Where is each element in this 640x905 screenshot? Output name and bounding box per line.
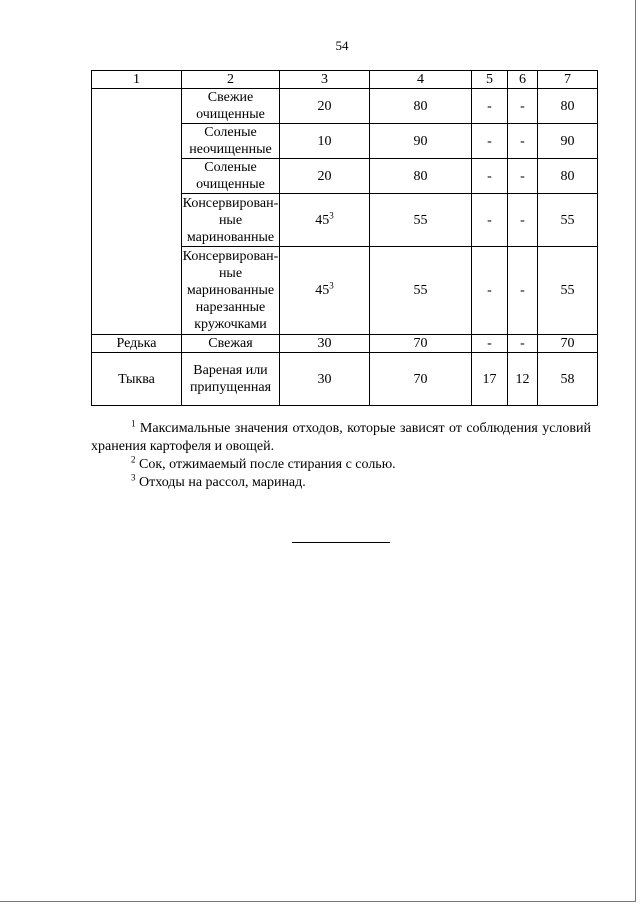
waste-percent-cell: 30: [280, 335, 370, 353]
footnote-1: [91, 420, 591, 456]
col6-cell: -: [508, 89, 538, 124]
net-percent-cell: 80: [370, 89, 472, 124]
col7-cell: 80: [538, 159, 598, 194]
col5-cell: -: [472, 159, 508, 194]
waste-percent-cell: 30: [280, 353, 370, 406]
col6-cell: 12: [508, 353, 538, 406]
header-cell: 6: [508, 71, 538, 89]
footnote-mark: 1: [131, 418, 136, 429]
state-cell: Свежие очищенные: [182, 89, 280, 124]
header-cell: 2: [182, 71, 280, 89]
col7-cell: 90: [538, 124, 598, 159]
net-percent-cell: 70: [370, 353, 472, 406]
net-percent-cell: 55: [370, 194, 472, 247]
product-cell: Тыква: [92, 353, 182, 406]
state-cell: Консервирован-ные маринованные нарезанные кружочками: [182, 247, 280, 335]
table-row: [92, 89, 598, 124]
col5-cell: -: [472, 124, 508, 159]
state-cell: Соленые неочищенные: [182, 124, 280, 159]
table-row: [92, 335, 598, 353]
table-header-row: [92, 71, 598, 89]
page-number: 54: [335, 38, 349, 53]
col7-cell: 80: [538, 89, 598, 124]
header-cell: 7: [538, 71, 598, 89]
col5-cell: -: [472, 194, 508, 247]
state-cell: Вареная или припущенная: [182, 353, 280, 406]
footnote-mark: 2: [131, 454, 136, 465]
header-cell: 3: [280, 71, 370, 89]
waste-percent-cell: 10: [280, 124, 370, 159]
waste-percent-cell: 20: [280, 89, 370, 124]
footnote-mark: 3: [131, 472, 136, 483]
waste-percent-cell: $45^3$: [280, 247, 370, 335]
waste-percent-cell: 20: [280, 159, 370, 194]
product-cell: [92, 89, 182, 335]
waste-percent-cell: $45^3$: [280, 194, 370, 247]
col7-cell: 55: [538, 247, 598, 335]
col5-cell: 17: [472, 353, 508, 406]
footnote-text: Максимальные значения отходов, которые зависят от соблюдения условий хранения картофеля и овощей.: [91, 421, 592, 454]
col7-cell: 70: [538, 335, 598, 353]
waste-norms-table: [91, 70, 598, 406]
footnote-text: Отходы на рассол, маринад.: [139, 475, 306, 490]
col6-cell: -: [508, 159, 538, 194]
closing-rule: [292, 542, 390, 543]
col6-cell: -: [508, 124, 538, 159]
header-cell: 5: [472, 71, 508, 89]
footnote-text: Сок, отжимаемый после стирания с солью.: [139, 457, 396, 472]
net-percent-cell: 80: [370, 159, 472, 194]
net-percent-cell: 90: [370, 124, 472, 159]
header-cell: 4: [370, 71, 472, 89]
net-percent-cell: 55: [370, 247, 472, 335]
col6-cell: -: [508, 194, 538, 247]
state-cell: Свежая: [182, 335, 280, 353]
col7-cell: 55: [538, 194, 598, 247]
footnote-3: [91, 474, 591, 492]
col5-cell: -: [472, 247, 508, 335]
footnote-2: [91, 456, 591, 474]
col5-cell: -: [472, 89, 508, 124]
product-cell: Редька: [92, 335, 182, 353]
col7-cell: 58: [538, 353, 598, 406]
footnotes: [91, 420, 591, 492]
col6-cell: -: [508, 335, 538, 353]
col5-cell: -: [472, 335, 508, 353]
net-percent-cell: 70: [370, 335, 472, 353]
state-cell: Консервирован-ные маринованные: [182, 195, 279, 245]
col6-cell: -: [508, 247, 538, 335]
state-cell: Соленые очищенные: [182, 159, 280, 194]
header-cell: 1: [92, 71, 182, 89]
table-row: [92, 353, 598, 406]
